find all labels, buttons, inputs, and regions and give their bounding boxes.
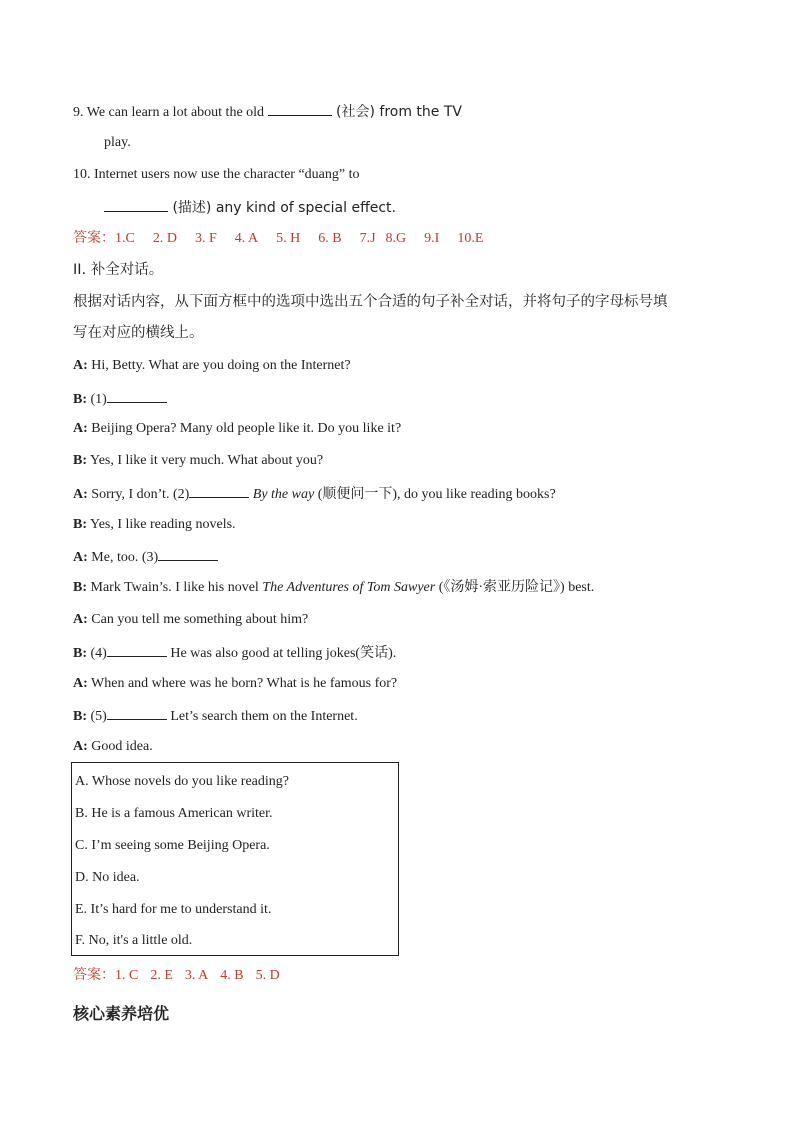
answer-item: 10.E	[457, 231, 484, 246]
q10-blank	[104, 197, 168, 212]
speaker: B:	[73, 580, 87, 595]
q10-continuation	[104, 197, 396, 219]
answer-blank-3	[158, 546, 218, 561]
dialogue-line	[73, 546, 218, 568]
question-10: 10. Internet users now use the character “duang” to	[73, 167, 360, 182]
dialogue-line	[73, 451, 323, 471]
answers-part2	[73, 965, 298, 986]
line-text: Mark Twain’s. I like his novel	[87, 580, 263, 595]
answer-item: 5. H	[276, 231, 301, 246]
line-text-after: He was also good at telling jokes(笑话).	[166, 646, 397, 661]
section-instruction-2: 写在对应的横线上。	[73, 325, 204, 341]
dialogue-line	[73, 483, 556, 505]
option-f: F. No, it's a little old.	[75, 933, 193, 948]
speaker: B:	[73, 709, 87, 724]
answer-blank-5	[107, 705, 167, 720]
answer-item: 5. D	[255, 968, 280, 983]
answer-item: 3. A	[184, 968, 209, 983]
line-text: Yes, I like reading novels.	[87, 517, 236, 532]
option-a: A. Whose novels do you like reading?	[75, 774, 289, 789]
answer-item: 1.C	[115, 231, 135, 246]
option-b: B. He is a famous American writer.	[75, 806, 273, 821]
section-heading: II. 补全对话。	[73, 262, 164, 278]
line-text: Beijing Opera? Many old people like it. Do you like it?	[87, 421, 402, 436]
answer-blank-1	[107, 388, 167, 403]
line-text: (4)	[87, 646, 107, 661]
q10-hint: (描述) any kind of special effect.	[168, 200, 396, 216]
book-title: The Adventures of Tom Sawyer	[262, 580, 436, 595]
speaker: A:	[73, 612, 88, 627]
option-e: E. It’s hard for me to understand it.	[75, 902, 272, 917]
speaker: B:	[73, 392, 87, 407]
speaker: A:	[73, 487, 88, 502]
line-text-after: (《汤姆·索亚历险记》) best.	[435, 580, 595, 595]
answer-item: 9.I	[424, 231, 440, 246]
answer-blank-2	[189, 483, 249, 498]
section-title: 核心素养培优	[73, 1004, 170, 1023]
speaker: A:	[73, 550, 88, 565]
dialogue-line	[73, 705, 358, 727]
line-text: Good idea.	[87, 739, 153, 754]
q9-prefix: 9. We can learn a lot about the old	[73, 105, 268, 120]
q9-hint: (社会) from the TV	[331, 104, 462, 120]
speaker: A:	[73, 358, 88, 373]
q9-blank	[268, 101, 332, 116]
speaker: A:	[73, 676, 88, 691]
dialogue-line	[73, 610, 308, 630]
speaker: A:	[73, 739, 88, 754]
speaker: B:	[73, 517, 87, 532]
italic-phrase: By the way	[252, 487, 315, 502]
answer-label: 答案：	[73, 967, 115, 983]
answer-item: 4. B	[220, 968, 244, 983]
options-box	[71, 762, 399, 956]
answer-item: 2. E	[150, 968, 173, 983]
speaker: B:	[73, 453, 87, 468]
question-9	[73, 101, 462, 123]
answer-item: 3. F	[194, 231, 217, 246]
line-text: Sorry, I don’t. (2)	[87, 487, 190, 502]
dialogue-line	[73, 388, 167, 410]
line-text-after: Let’s search them on the Internet.	[166, 709, 358, 724]
dialogue-line	[73, 356, 351, 376]
answer-item: 6. B	[318, 231, 342, 246]
speaker: A:	[73, 421, 88, 436]
answer-item: 4. A	[234, 231, 259, 246]
line-text: Hi, Betty. What are you doing on the Internet?	[87, 358, 351, 373]
dialogue-line	[73, 642, 396, 664]
answers-part1	[73, 228, 501, 249]
dialogue-line	[73, 419, 401, 439]
section-instruction-1: 根据对话内容，从下面方框中的选项中选出五个合适的句子补全对话，并将句子的字母标号填	[73, 294, 668, 310]
dialogue-line	[73, 737, 153, 757]
line-text: Can you tell me something about him?	[87, 612, 309, 627]
dialogue-line	[73, 578, 594, 598]
answer-item: 8.G	[385, 231, 407, 246]
line-text-after: (顺便问一下), do you like reading books?	[314, 487, 556, 502]
answer-blank-4	[107, 642, 167, 657]
line-text: When and where was he born? What is he famous for?	[87, 676, 398, 691]
line-text: (1)	[87, 392, 107, 407]
answer-item: 1. C	[115, 968, 139, 983]
answer-item: 7.J	[359, 231, 376, 246]
dialogue-line	[73, 674, 397, 694]
line-text: Me, too. (3)	[87, 550, 159, 565]
answer-item: 2. D	[152, 231, 177, 246]
speaker: B:	[73, 646, 87, 661]
q9-continuation: play.	[104, 135, 131, 150]
option-d: D. No idea.	[75, 870, 140, 885]
dialogue-line	[73, 515, 236, 535]
answer-label: 答案：	[73, 230, 115, 246]
line-text: Yes, I like it very much. What about you?	[87, 453, 324, 468]
option-c: C. I’m seeing some Beijing Opera.	[75, 838, 270, 853]
line-text: (5)	[87, 709, 107, 724]
